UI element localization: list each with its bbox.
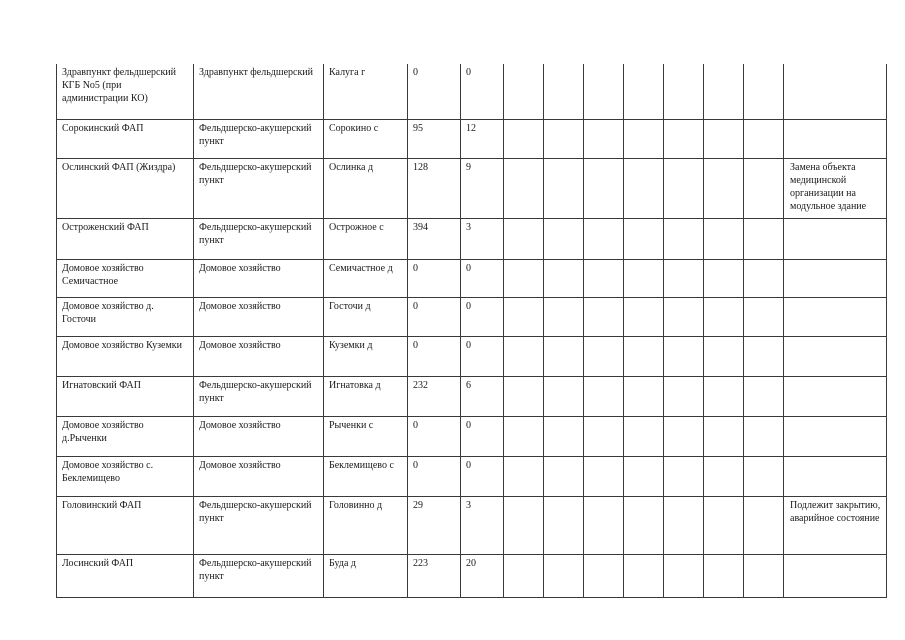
empty-cell: [664, 119, 704, 158]
empty-cell: [504, 259, 544, 297]
note-cell: Замена объекта медицинской организации на модульное здание: [784, 158, 887, 218]
empty-cell: [664, 554, 704, 597]
empty-cell: [544, 416, 584, 456]
table-row: [57, 496, 887, 554]
facility-name-cell: Головинский ФАП: [57, 496, 194, 554]
empty-cell: [664, 259, 704, 297]
empty-cell: [664, 336, 704, 376]
facility-type-cell: Домовое хозяйство: [194, 336, 324, 376]
empty-cell: [624, 158, 664, 218]
empty-cell: [744, 376, 784, 416]
empty-cell: [744, 336, 784, 376]
empty-cell: [544, 496, 584, 554]
empty-cell: [504, 297, 544, 336]
empty-cell: [704, 158, 744, 218]
empty-cell: [544, 64, 584, 119]
locality-cell: Буда д: [324, 554, 408, 597]
empty-cell: [704, 297, 744, 336]
empty-cell: [744, 259, 784, 297]
count-b-cell: 0: [461, 456, 504, 496]
note-cell: [784, 297, 887, 336]
empty-cell: [584, 259, 624, 297]
count-a-cell: 0: [408, 416, 461, 456]
count-a-cell: 394: [408, 218, 461, 259]
count-a-cell: 128: [408, 158, 461, 218]
count-b-cell: 3: [461, 496, 504, 554]
facility-type-cell: Здравпункт фельдшерский: [194, 64, 324, 119]
count-b-cell: 12: [461, 119, 504, 158]
empty-cell: [584, 218, 624, 259]
empty-cell: [744, 456, 784, 496]
facility-type-cell: Домовое хозяйство: [194, 259, 324, 297]
count-b-cell: 0: [461, 297, 504, 336]
empty-cell: [504, 416, 544, 456]
empty-cell: [584, 64, 624, 119]
table-row: [57, 119, 887, 158]
locality-cell: Сорокино с: [324, 119, 408, 158]
locality-cell: Игнатовка д: [324, 376, 408, 416]
count-a-cell: 232: [408, 376, 461, 416]
empty-cell: [584, 297, 624, 336]
empty-cell: [664, 496, 704, 554]
empty-cell: [624, 456, 664, 496]
table-row: [57, 336, 887, 376]
empty-cell: [504, 336, 544, 376]
empty-cell: [504, 158, 544, 218]
empty-cell: [664, 158, 704, 218]
empty-cell: [704, 64, 744, 119]
empty-cell: [624, 297, 664, 336]
empty-cell: [664, 456, 704, 496]
empty-cell: [704, 416, 744, 456]
empty-cell: [704, 554, 744, 597]
empty-cell: [584, 554, 624, 597]
note-cell: [784, 218, 887, 259]
note-cell: [784, 554, 887, 597]
facility-type-cell: Домовое хозяйство: [194, 416, 324, 456]
empty-cell: [504, 218, 544, 259]
locality-cell: Госточи д: [324, 297, 408, 336]
count-a-cell: 0: [408, 336, 461, 376]
empty-cell: [744, 64, 784, 119]
empty-cell: [544, 297, 584, 336]
empty-cell: [584, 119, 624, 158]
empty-cell: [504, 119, 544, 158]
table-row: [57, 554, 887, 597]
note-cell: [784, 416, 887, 456]
empty-cell: [624, 64, 664, 119]
count-a-cell: 0: [408, 297, 461, 336]
empty-cell: [504, 456, 544, 496]
empty-cell: [624, 554, 664, 597]
facility-type-cell: Фельдшерско-акушерский пункт: [194, 119, 324, 158]
empty-cell: [584, 158, 624, 218]
facility-name-cell: Домовое хозяйство с. Беклемищево: [57, 456, 194, 496]
locality-cell: Рыченки с: [324, 416, 408, 456]
locality-cell: Калуга г: [324, 64, 408, 119]
count-b-cell: 3: [461, 218, 504, 259]
facility-type-cell: Фельдшерско-акушерский пункт: [194, 218, 324, 259]
empty-cell: [744, 297, 784, 336]
empty-cell: [664, 416, 704, 456]
facility-name-cell: Лосинский ФАП: [57, 554, 194, 597]
empty-cell: [544, 218, 584, 259]
empty-cell: [744, 158, 784, 218]
empty-cell: [744, 218, 784, 259]
table-row: [57, 218, 887, 259]
empty-cell: [504, 64, 544, 119]
empty-cell: [584, 416, 624, 456]
table-row: [57, 158, 887, 218]
empty-cell: [704, 456, 744, 496]
locality-cell: Острожное с: [324, 218, 408, 259]
note-cell: Подлежит закрытию, аварийное состояние: [784, 496, 887, 554]
empty-cell: [664, 297, 704, 336]
count-b-cell: 20: [461, 554, 504, 597]
count-b-cell: 0: [461, 416, 504, 456]
count-a-cell: 0: [408, 259, 461, 297]
count-b-cell: 6: [461, 376, 504, 416]
facility-name-cell: Домовое хозяйство Семичастное: [57, 259, 194, 297]
locality-cell: Головинно д: [324, 496, 408, 554]
empty-cell: [744, 119, 784, 158]
count-b-cell: 9: [461, 158, 504, 218]
facility-type-cell: Фельдшерско-акушерский пункт: [194, 376, 324, 416]
empty-cell: [664, 376, 704, 416]
empty-cell: [624, 416, 664, 456]
count-a-cell: 29: [408, 496, 461, 554]
empty-cell: [544, 336, 584, 376]
facility-name-cell: Игнатовский ФАП: [57, 376, 194, 416]
empty-cell: [544, 376, 584, 416]
facility-name-cell: Домовое хозяйство Куземки: [57, 336, 194, 376]
facility-type-cell: Фельдшерско-акушерский пункт: [194, 158, 324, 218]
table-row: [57, 456, 887, 496]
empty-cell: [584, 456, 624, 496]
count-a-cell: 0: [408, 64, 461, 119]
empty-cell: [544, 158, 584, 218]
empty-cell: [544, 259, 584, 297]
note-cell: [784, 376, 887, 416]
empty-cell: [584, 496, 624, 554]
locality-cell: Ослинка д: [324, 158, 408, 218]
facility-name-cell: Остроженский ФАП: [57, 218, 194, 259]
empty-cell: [544, 456, 584, 496]
count-a-cell: 95: [408, 119, 461, 158]
empty-cell: [744, 416, 784, 456]
empty-cell: [664, 64, 704, 119]
count-a-cell: 0: [408, 456, 461, 496]
empty-cell: [624, 336, 664, 376]
facility-name-cell: Здравпункт фельдшерский КГБ No5 (при администрации КО): [57, 64, 194, 119]
empty-cell: [504, 554, 544, 597]
locality-cell: Куземки д: [324, 336, 408, 376]
empty-cell: [504, 496, 544, 554]
count-b-cell: 0: [461, 336, 504, 376]
locality-cell: Семичастное д: [324, 259, 408, 297]
empty-cell: [704, 259, 744, 297]
empty-cell: [704, 119, 744, 158]
table-row: [57, 64, 887, 119]
empty-cell: [704, 336, 744, 376]
empty-cell: [624, 376, 664, 416]
empty-cell: [504, 376, 544, 416]
count-b-cell: 0: [461, 64, 504, 119]
table-row: [57, 416, 887, 456]
table-row: [57, 376, 887, 416]
locality-cell: Беклемищево с: [324, 456, 408, 496]
facilities-table: [56, 64, 887, 598]
empty-cell: [704, 376, 744, 416]
facility-type-cell: Домовое хозяйство: [194, 456, 324, 496]
note-cell: [784, 259, 887, 297]
facility-type-cell: Фельдшерско-акушерский пункт: [194, 496, 324, 554]
empty-cell: [584, 376, 624, 416]
table-row: [57, 259, 887, 297]
empty-cell: [624, 496, 664, 554]
facility-name-cell: Домовое хозяйство д. Госточи: [57, 297, 194, 336]
facility-name-cell: Ослинский ФАП (Жиздра): [57, 158, 194, 218]
empty-cell: [744, 496, 784, 554]
note-cell: [784, 456, 887, 496]
facility-name-cell: Сорокинский ФАП: [57, 119, 194, 158]
empty-cell: [624, 259, 664, 297]
facility-name-cell: Домовое хозяйство д.Рыченки: [57, 416, 194, 456]
empty-cell: [704, 496, 744, 554]
empty-cell: [704, 218, 744, 259]
empty-cell: [744, 554, 784, 597]
count-a-cell: 223: [408, 554, 461, 597]
empty-cell: [544, 119, 584, 158]
empty-cell: [664, 218, 704, 259]
empty-cell: [584, 336, 624, 376]
count-b-cell: 0: [461, 259, 504, 297]
empty-cell: [624, 218, 664, 259]
note-cell: [784, 64, 887, 119]
table-row: [57, 297, 887, 336]
note-cell: [784, 336, 887, 376]
empty-cell: [544, 554, 584, 597]
empty-cell: [624, 119, 664, 158]
facility-type-cell: Фельдшерско-акушерский пункт: [194, 554, 324, 597]
note-cell: [784, 119, 887, 158]
facility-type-cell: Домовое хозяйство: [194, 297, 324, 336]
